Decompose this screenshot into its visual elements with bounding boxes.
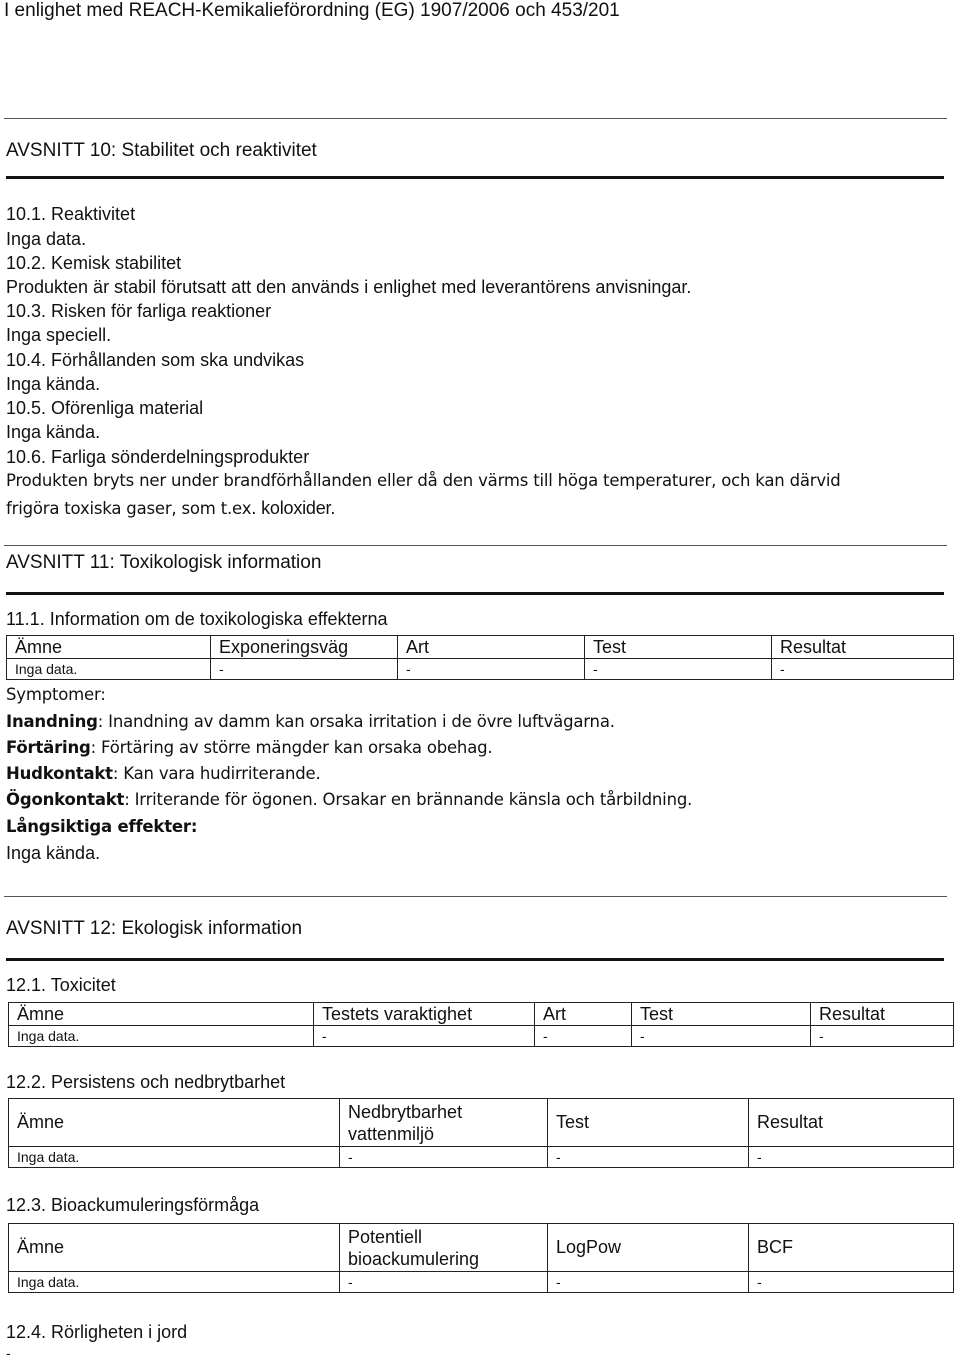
col-header-degradability: [340, 1099, 548, 1147]
divider: [4, 545, 947, 546]
table-cell: -: [548, 1147, 749, 1168]
col-header: Test: [585, 636, 772, 659]
divider: [4, 118, 947, 119]
divider: [4, 896, 947, 897]
ingestion-label: Förtäring: [6, 738, 91, 757]
inhalation-label: Inandning: [6, 712, 98, 731]
heading-12-1: 12.1. Toxicitet: [6, 975, 116, 995]
table-cell: -: [811, 1026, 954, 1047]
section-11-rule: [6, 592, 944, 595]
text-10-6-part2: koloxider.: [256, 498, 336, 518]
heading-12-2: 12.2. Persistens och nedbrytbarhet: [6, 1072, 286, 1092]
table-cell: -: [585, 659, 772, 680]
col-header: Resultat: [772, 636, 954, 659]
heading-12-4: 12.4. Rörligheten i jord: [6, 1322, 188, 1342]
col-header: Ämne: [9, 1003, 314, 1026]
heading-10-2: 10.2. Kemisk stabilitet: [6, 253, 182, 273]
table-row: [7, 659, 954, 680]
heading-10-3: 10.3. Risken för farliga reaktioner: [6, 301, 272, 321]
col-header: Ämne: [9, 1224, 340, 1272]
heading-10-1: 10.1. Reaktivitet: [6, 204, 136, 224]
heading-11-1: 11.1. Information om de toxikologiska effekterna: [6, 609, 388, 629]
eye-line: [6, 790, 692, 809]
text-10-1: Inga data.: [6, 229, 87, 249]
heading-10-4: 10.4. Förhållanden som ska undvikas: [6, 350, 305, 370]
table-cell: -: [749, 1272, 954, 1293]
col-header: Ämne: [9, 1099, 340, 1147]
col-header: Resultat: [811, 1003, 954, 1026]
table-row: [9, 1026, 954, 1047]
skin-text: : Kan vara hudirriterande.: [112, 764, 321, 783]
text-10-5: Inga kända.: [6, 422, 101, 442]
col-header: Art: [398, 636, 585, 659]
ingestion-line: [6, 738, 492, 757]
text-10-4: Inga kända.: [6, 374, 101, 394]
symptoms-label: Symptomer:: [6, 685, 106, 704]
col-header: Test: [548, 1099, 749, 1147]
table-cell: -: [535, 1026, 632, 1047]
table-row: [9, 1147, 954, 1168]
col-header: Testets varaktighet: [314, 1003, 535, 1026]
table-cell: -: [340, 1147, 548, 1168]
text-10-6-line2: [6, 498, 335, 519]
table-cell: -: [314, 1026, 535, 1047]
table-header-row: [9, 1003, 954, 1026]
table-cell: Inga data.: [9, 1026, 314, 1047]
skin-line: [6, 764, 321, 783]
inhalation-text: : Inandning av damm kan orsaka irritation i de övre luftvägarna.: [97, 712, 615, 731]
longterm-text: Inga kända.: [6, 843, 101, 863]
text-12-4: -: [6, 1345, 11, 1361]
table-cell: -: [772, 659, 954, 680]
col-header: Ämne: [7, 636, 211, 659]
persistence-table: [8, 1098, 954, 1168]
table-cell: -: [398, 659, 585, 680]
bioaccumulation-table: [8, 1223, 954, 1293]
section-10-rule: [6, 176, 944, 179]
eye-label: Ögonkontakt: [6, 790, 125, 809]
heading-10-5: 10.5. Oförenliga material: [6, 398, 204, 418]
table-cell: -: [340, 1272, 548, 1293]
section-10-title: AVSNITT 10: Stabilitet och reaktivitet: [6, 140, 317, 161]
table-cell: Inga data.: [9, 1147, 340, 1168]
col-header: Art: [535, 1003, 632, 1026]
toxicity-table: [8, 1002, 954, 1047]
table-cell: -: [749, 1147, 954, 1168]
table-cell: Inga data.: [9, 1272, 340, 1293]
table-header-row: [7, 636, 954, 659]
table-header-row: [9, 1224, 954, 1272]
text-10-3: Inga speciell.: [6, 325, 112, 345]
eye-text: : Irriterande för ögonen. Orsakar en brännande känsla och tårbildning.: [124, 790, 693, 809]
col-header: LogPow: [548, 1224, 749, 1272]
text-10-6-part1: frigöra toxiska gaser, som t.ex.: [6, 499, 257, 518]
header-line: vattenmiljö: [348, 1123, 435, 1144]
header-line: bioackumulering: [348, 1248, 480, 1269]
longterm-label: Långsiktiga effekter:: [6, 817, 198, 836]
document-header: I enlighet med REACH-Kemikalieförordning (EG) 1907/2006 och 453/201: [4, 0, 620, 21]
header-line: Potentiell: [348, 1226, 423, 1247]
inhalation-line: [6, 712, 615, 731]
col-header-bioaccumulation: [340, 1224, 548, 1272]
table-cell: -: [211, 659, 398, 680]
table-cell: Inga data.: [7, 659, 211, 680]
section-12-title: AVSNITT 12: Ekologisk information: [6, 918, 303, 939]
heading-10-6: 10.6. Farliga sönderdelningsprodukter: [6, 447, 310, 467]
col-header: Resultat: [749, 1099, 954, 1147]
ingestion-text: : Förtäring av större mängder kan orsaka obehag.: [90, 738, 493, 757]
text-10-6-line1: Produkten bryts ner under brandförhållanden eller då den värms till höga temperaturer, och kan därvid: [6, 471, 841, 490]
col-header: Test: [632, 1003, 811, 1026]
table-cell: -: [632, 1026, 811, 1047]
col-header: Exponeringsväg: [211, 636, 398, 659]
header-line: Nedbrytbarhet: [348, 1101, 463, 1122]
col-header: BCF: [749, 1224, 954, 1272]
toxicology-table: [6, 635, 954, 680]
section-11-title: AVSNITT 11: Toxikologisk information: [6, 552, 322, 573]
table-cell: -: [548, 1272, 749, 1293]
section-12-rule: [6, 958, 944, 961]
table-header-row: [9, 1099, 954, 1147]
table-row: [9, 1272, 954, 1293]
heading-12-3: 12.3. Bioackumuleringsförmåga: [6, 1195, 260, 1215]
skin-label: Hudkontakt: [6, 764, 113, 783]
text-10-2: Produkten är stabil förutsatt att den används i enlighet med leverantörens anvisningar.: [6, 277, 692, 297]
